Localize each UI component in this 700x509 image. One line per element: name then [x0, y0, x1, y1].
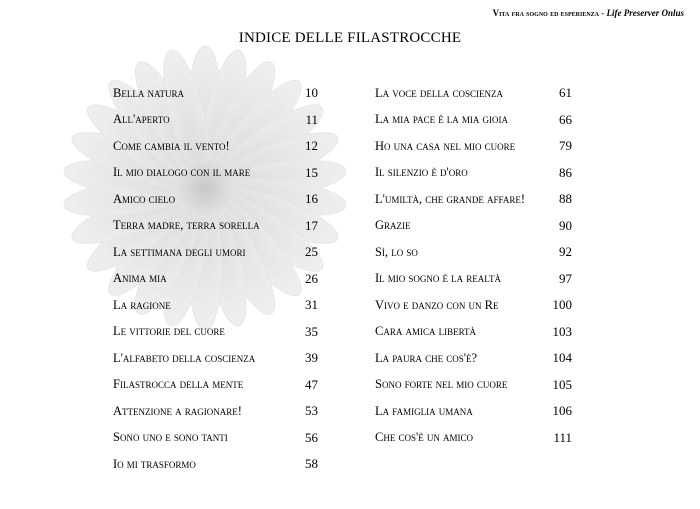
entry-title: La voce della coscienza	[375, 85, 504, 100]
entry-page-number: 104	[552, 350, 572, 366]
index-entry	[113, 372, 318, 399]
index-entry	[375, 319, 572, 346]
entry-page-number: 66	[559, 111, 572, 127]
index-column-left	[113, 80, 318, 478]
header-separator: -	[599, 8, 607, 18]
entry-title: All'aperto	[113, 112, 170, 127]
index-entry	[113, 213, 318, 240]
index-entry	[113, 451, 318, 478]
index-entry	[113, 398, 318, 425]
header-publisher: Life Preserver Onlus	[606, 8, 684, 18]
index-entry	[375, 239, 572, 266]
running-header	[493, 8, 684, 18]
entry-page-number: 100	[552, 297, 572, 313]
entry-title: La settimana degli umori	[113, 244, 246, 259]
index-entry	[113, 425, 318, 452]
index-entry	[375, 160, 572, 187]
entry-title: Il mio dialogo con il mare	[113, 165, 251, 180]
entry-page-number: 16	[305, 191, 318, 207]
index-entry	[375, 80, 572, 107]
page-title: INDICE DELLE FILASTROCCHE	[238, 30, 462, 46]
entry-title: La mia pace è la mia gioia	[375, 112, 509, 127]
entry-page-number: 26	[305, 270, 318, 286]
entry-page-number: 90	[559, 217, 572, 233]
entry-title: Bella natura	[113, 85, 184, 100]
index-entry	[375, 107, 572, 134]
index-entry	[113, 239, 318, 266]
index-entry	[113, 266, 318, 293]
index-entry	[375, 398, 572, 425]
index-entry	[375, 266, 572, 293]
entry-page-number: 105	[552, 376, 572, 392]
index-entry	[375, 425, 572, 452]
index-column-right	[375, 80, 572, 451]
entry-title: Amico cielo	[113, 191, 176, 206]
entry-page-number: 106	[552, 403, 572, 419]
index-entry	[375, 345, 572, 372]
header-book-title: Vita fra sogno ed esperienza	[492, 8, 599, 18]
entry-page-number: 92	[559, 244, 572, 260]
index-entry	[375, 372, 572, 399]
entry-title: Il mio sogno è la realtà	[375, 271, 501, 286]
entry-page-number: 10	[305, 85, 318, 101]
index-entry	[375, 292, 572, 319]
entry-page-number: 58	[305, 456, 318, 472]
entry-title: La famiglia umana	[375, 403, 473, 418]
entry-page-number: 88	[559, 191, 572, 207]
entry-title: L'alfabeto della coscienza	[113, 350, 256, 365]
entry-title: Sì, lo so	[375, 244, 418, 259]
entry-page-number: 15	[305, 164, 318, 180]
entry-page-number: 53	[305, 403, 318, 419]
entry-page-number: 79	[559, 138, 572, 154]
entry-page-number: 86	[559, 164, 572, 180]
entry-page-number: 56	[305, 429, 318, 445]
entry-page-number: 39	[305, 350, 318, 366]
entry-title: Io mi trasformo	[113, 456, 196, 471]
entry-page-number: 17	[305, 217, 318, 233]
entry-title: La paura che cos'è?	[375, 350, 477, 365]
entry-title: Ho una casa nel mio cuore	[375, 138, 516, 153]
index-entry	[375, 213, 572, 240]
entry-title: Come cambia il vento!	[113, 138, 230, 153]
entry-title: Terra madre, terra sorella	[113, 218, 260, 233]
entry-page-number: 12	[305, 138, 318, 154]
entry-title: Le vittorie del cuore	[113, 324, 225, 339]
entry-title: Sono uno e sono tanti	[113, 430, 228, 445]
index-entry	[375, 186, 572, 213]
entry-title: Cara amica libertà	[375, 324, 477, 339]
entry-title: Filastrocca della mente	[113, 377, 244, 392]
entry-title: Il silenzio è d'oro	[375, 165, 468, 180]
entry-page-number: 111	[553, 429, 572, 445]
index-entry	[113, 319, 318, 346]
index-entry	[113, 107, 318, 134]
entry-page-number: 61	[559, 85, 572, 101]
entry-title: Anima mia	[113, 271, 167, 286]
index-entry	[113, 186, 318, 213]
index-entry	[113, 160, 318, 187]
entry-title: L'umiltà, che grande affare!	[375, 191, 526, 206]
entry-title: Che cos'è un amico	[375, 430, 473, 445]
index-entry	[375, 133, 572, 160]
entry-page-number: 103	[552, 323, 572, 339]
entry-page-number: 11	[305, 111, 318, 127]
entry-title: Vivo e danzo con un Re	[375, 297, 499, 312]
index-entry	[113, 133, 318, 160]
index-entry	[113, 292, 318, 319]
entry-title: Grazie	[375, 218, 411, 233]
index-entry	[113, 345, 318, 372]
entry-page-number: 35	[305, 323, 318, 339]
entry-page-number: 97	[559, 270, 572, 286]
entry-page-number: 47	[305, 376, 318, 392]
entry-page-number: 25	[305, 244, 318, 260]
entry-title: Sono forte nel mio cuore	[375, 377, 508, 392]
entry-page-number: 31	[305, 297, 318, 313]
entry-title: Attenzione a ragionare!	[113, 403, 242, 418]
index-entry	[113, 80, 318, 107]
entry-title: La ragione	[113, 297, 171, 312]
